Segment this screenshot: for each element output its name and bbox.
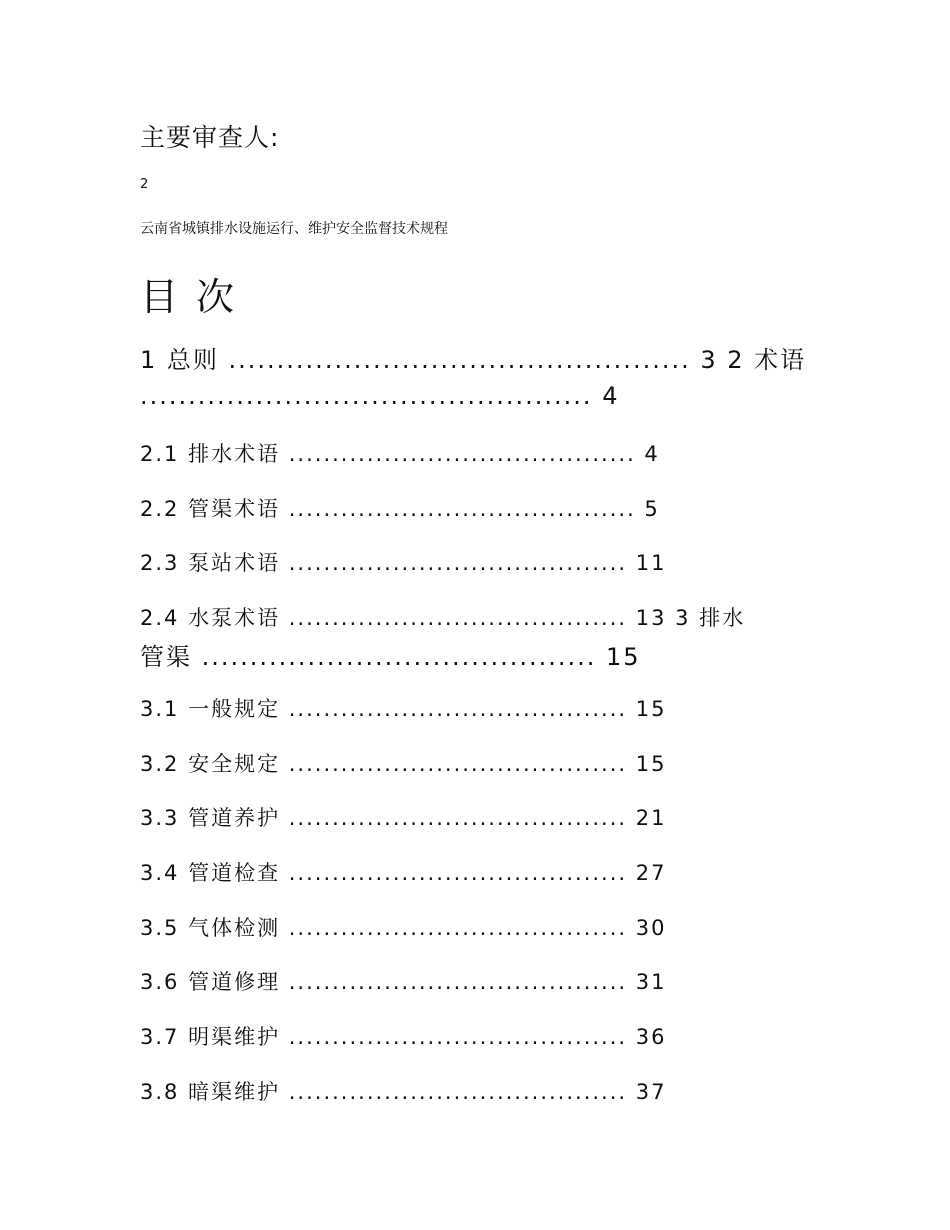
toc-entry-3-4[interactable]: 3.4 管道检查 ....................................... 27 [140, 861, 667, 885]
toc-entry-3-3[interactable]: 3.3 管道养护 ....................................... 21 [140, 806, 667, 830]
toc-heading [140, 266, 234, 321]
toc-entry-3-1[interactable]: 3.1 一般规定 ....................................... 15 [140, 697, 667, 721]
page-number: 2 [140, 177, 149, 192]
toc-entry-2-4[interactable]: 2.4 水泵术语 ....................................... 13 3 排水 [140, 606, 746, 630]
toc-entry-3-8[interactable]: 3.8 暗渠维护 ....................................... 37 [140, 1080, 667, 1104]
document-title: 云南省城镇排水设施运行、维护安全监督技术规程 [140, 221, 448, 237]
toc-entry-3-5[interactable]: 3.5 气体检测 ....................................... 30 [140, 916, 667, 940]
toc-entry-3[interactable]: 管渠 ......................................... 15 [140, 643, 641, 671]
toc-entry-3-7[interactable]: 3.7 明渠维护 ....................................... 36 [140, 1025, 667, 1049]
toc-heading-char-2: 次 [196, 275, 235, 319]
toc-entry-1-2[interactable]: 1 总则 ................................................ 3 2 术语 [140, 346, 807, 374]
toc-entry-3-2[interactable]: 3.2 安全规定 ....................................... 15 [140, 752, 667, 776]
toc-entry-2-cont[interactable]: ............................................... 4 [140, 382, 620, 410]
toc-entry-2-1[interactable]: 2.1 排水术语 ........................................ 4 [140, 442, 660, 466]
reviewers-label: 主要审查人: [140, 123, 280, 152]
toc-entry-2-3[interactable]: 2.3 泵站术语 ....................................... 11 [140, 551, 667, 575]
toc-entry-2-2[interactable]: 2.2 管渠术语 ........................................ 5 [140, 497, 660, 521]
toc-entry-3-6[interactable]: 3.6 管道修理 ....................................... 31 [140, 970, 667, 994]
toc-heading-char-1: 目 [140, 275, 179, 319]
